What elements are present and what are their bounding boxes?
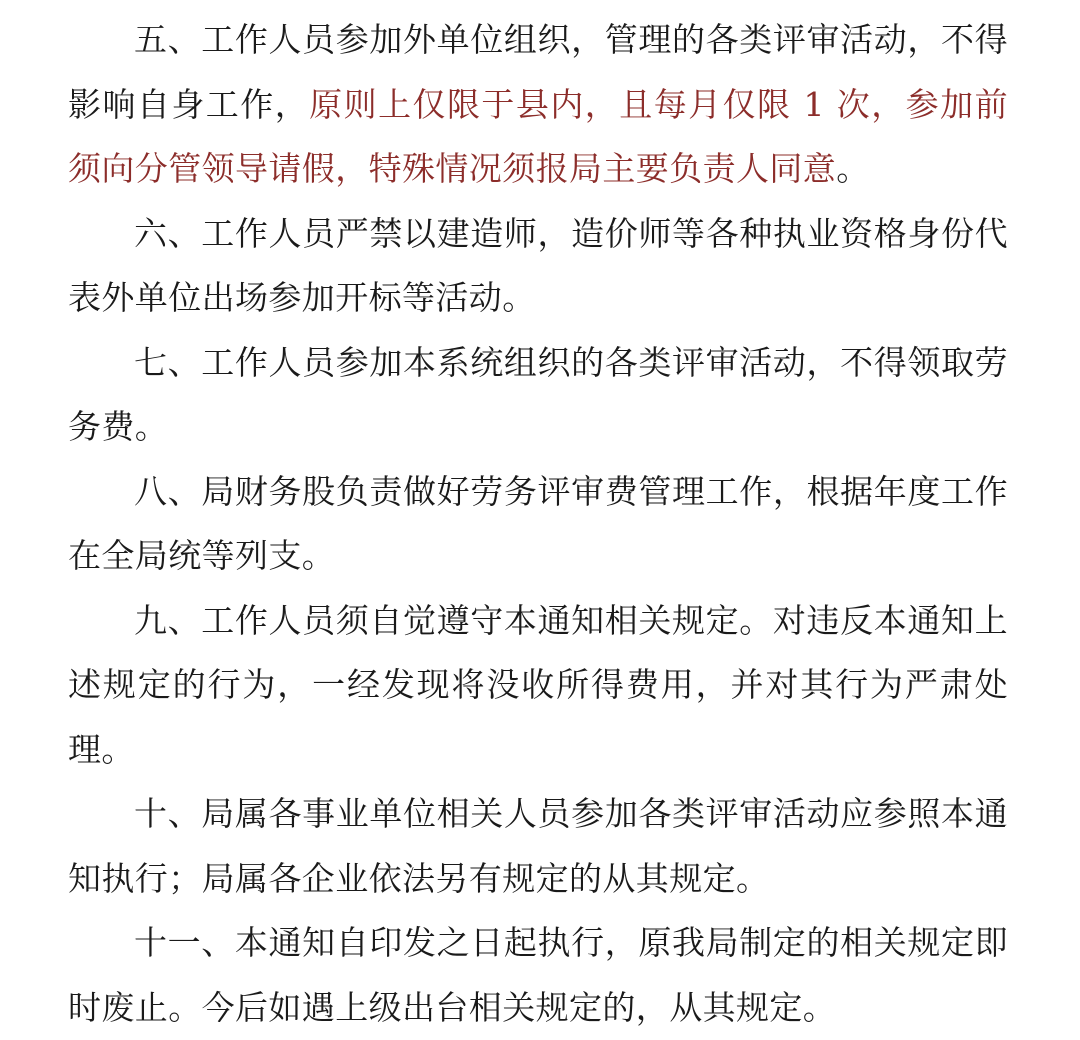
- paragraph-10: 十、局属各事业单位相关人员参加各类评审活动应参照本通知执行；局属各企业依法另有规定的从其规定。: [68, 794, 1008, 898]
- paragraph-6: 六、工作人员严禁以建造师，造价师等各种执业资格身份代表外单位出场参加开标等活动。: [68, 213, 1008, 317]
- paragraph-7: 七、工作人员参加本系统组织的各类评审活动，不得领取劳务费。: [68, 342, 1008, 446]
- paragraph-9: 九、工作人员须自觉遵守本通知相关规定。对违反本通知上述规定的行为，一经发现将没收所得费用，并对其行为严肃处理。: [68, 600, 1008, 769]
- document-page: [68, 8, 1008, 1040]
- paragraph-5-text: 五、工作人员参加外单位组织，管理的各类评审活动，不得影响自身工作，: [68, 20, 1008, 124]
- paragraph-5-highlight: 原则上仅限于县内，且每月仅限 1 次，参加前须向分管领导请假，特殊情况须报局主要负责人同意: [68, 84, 1008, 188]
- paragraph-5: [68, 8, 1008, 202]
- paragraph-11: 十一、本通知自印发之日起执行，原我局制定的相关规定即时废止。今后如遇上级出台相关规定的，从其规定。: [68, 923, 1008, 1027]
- paragraph-5-end: 。: [836, 149, 870, 188]
- paragraph-8: 八、局财务股负责做好劳务评审费管理工作，根据年度工作在全局统等列支。: [68, 471, 1008, 575]
